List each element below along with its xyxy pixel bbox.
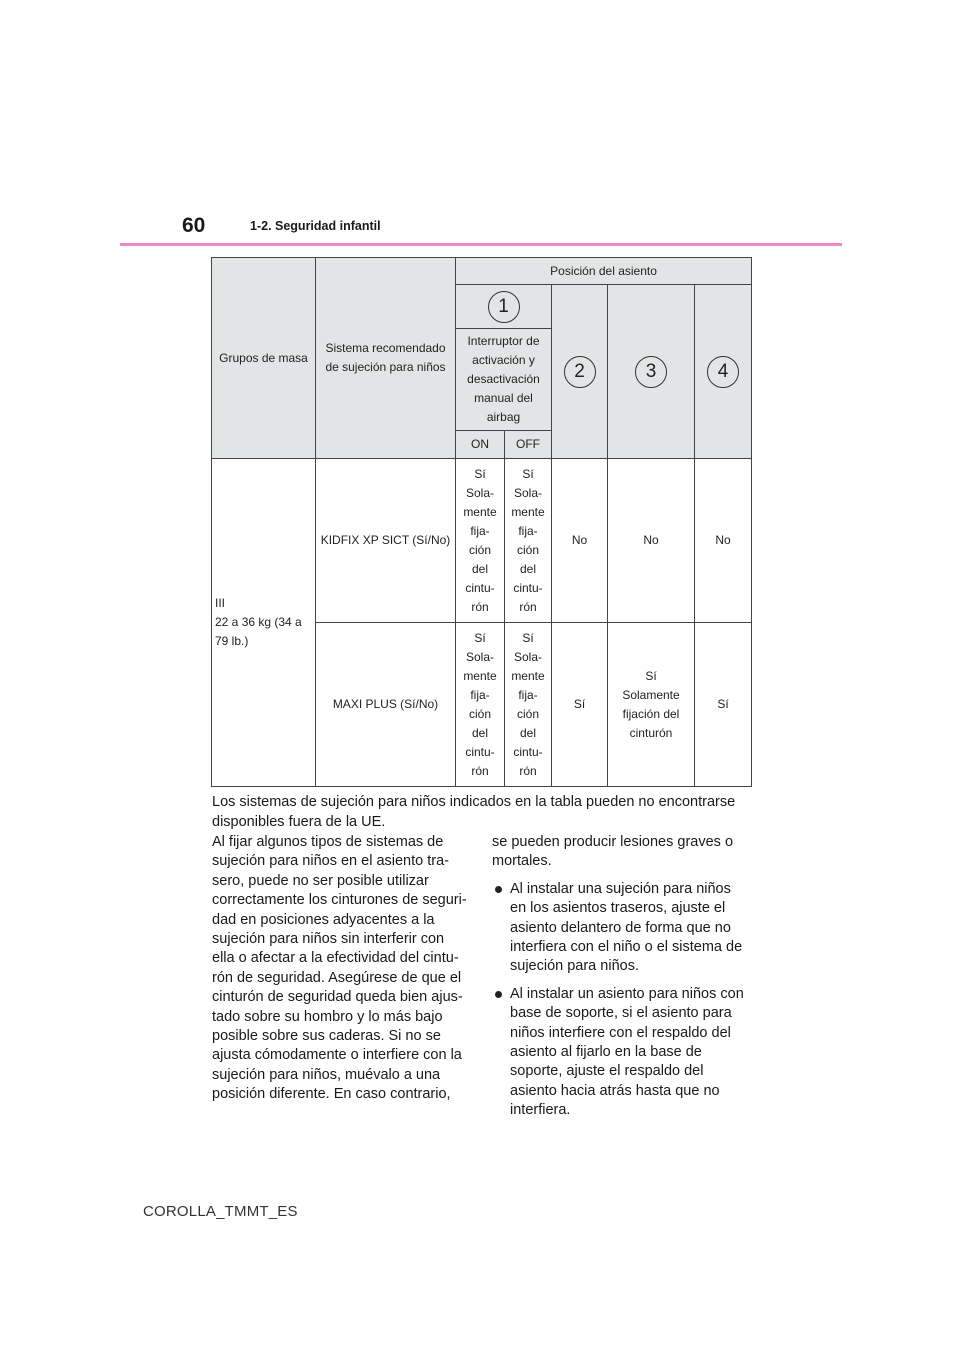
- body-paragraph-continued: se pueden producir lesiones graves o mortales.: [492, 834, 734, 870]
- seat-1-number: 1: [488, 291, 520, 323]
- seat-3-number: 3: [635, 356, 667, 388]
- system-cell: MAXI PLUS (Sí/No): [316, 623, 456, 787]
- system-cell: KIDFIX XP SICT (Sí/No): [316, 459, 456, 623]
- airbag-off-cell: Sí Sola- mente fija- ción del cintu- rón: [505, 459, 552, 623]
- document-footer: COROLLA_TMMT_ES: [143, 1203, 298, 1220]
- group-header: Grupos de masa: [212, 258, 316, 459]
- seat-4-header: [695, 285, 752, 459]
- seat-2-cell: No: [552, 459, 608, 623]
- seat-position-table: [211, 257, 752, 787]
- on-header: ON: [456, 431, 505, 459]
- list-item: Al instalar una sujeción para niños en los asientos traseros, ajuste el asiento delantero de forma que no interfiera con el niño o el sistema de sujeción para niños.: [492, 880, 754, 977]
- list-item: Al instalar un asiento para niños con base de soporte, si el asiento para niños interfiere con el respaldo del asiento al fijarlo en la base de soporte, ajuste el respaldo del asiento hacia atrás hasta que no interfiera.: [492, 985, 754, 1121]
- seat-3-header: [608, 285, 695, 459]
- seat-2-number: 2: [564, 356, 596, 388]
- seat-1-header: [456, 285, 552, 329]
- header-rule: [120, 243, 842, 246]
- position-header: Posición del asiento: [456, 258, 752, 285]
- bullet-icon: [495, 886, 502, 893]
- airbag-off-cell: Sí Sola- mente fija- ción del cintu- rón: [505, 623, 552, 787]
- seat-2-header: [552, 285, 608, 459]
- table-note: Los sistemas de sujeción para niños indicados en la tabla pueden no encontrarse disponibles fuera de la UE.: [212, 794, 736, 830]
- body-left-column: [212, 833, 470, 1105]
- section-title: 1-2. Seguridad infantil: [250, 219, 381, 233]
- body-paragraph: Al fijar algunos tipos de sistemas de sujeción para niños en el asiento tra- sero, puede no ser posible utilizar correctamente los cinturones de seguri- dad en posiciones adyacentes a la sujeción para niños sin interferir con ella o afectar a la efectividad del cintu- rón de seguridad. Asegúrese de que el cinturón de seguridad queda bien ajus- tado sobre su hombro y lo más bajo posible sobre sus caderas. Si no se ajusta cómodamente o interfiere con la sujeción para niños, muévalo a una posición diferente. En caso contrario,: [212, 834, 467, 1103]
- page-number: 60: [182, 214, 206, 237]
- table-row: [212, 459, 752, 623]
- seat-4-cell: No: [695, 459, 752, 623]
- seat-3-cell: No: [608, 459, 695, 623]
- group-cell: III 22 a 36 kg (34 a 79 lb.): [212, 459, 316, 787]
- off-header: OFF: [505, 431, 552, 459]
- system-header: Sistema recomendado de sujeción para niños: [316, 258, 456, 459]
- body-right-column: [492, 833, 754, 1121]
- airbag-on-cell: Sí Sola- mente fija- ción del cintu- rón: [456, 623, 505, 787]
- airbag-switch-header: Interruptor de activación y desactivación manual del airbag: [456, 329, 552, 431]
- seat-4-cell: Sí: [695, 623, 752, 787]
- seat-3-cell: Sí Solamente fijación del cinturón: [608, 623, 695, 787]
- seat-4-number: 4: [707, 356, 739, 388]
- airbag-on-cell: Sí Sola- mente fija- ción del cintu- rón: [456, 459, 505, 623]
- bullet-icon: [495, 991, 502, 998]
- seat-2-cell: Sí: [552, 623, 608, 787]
